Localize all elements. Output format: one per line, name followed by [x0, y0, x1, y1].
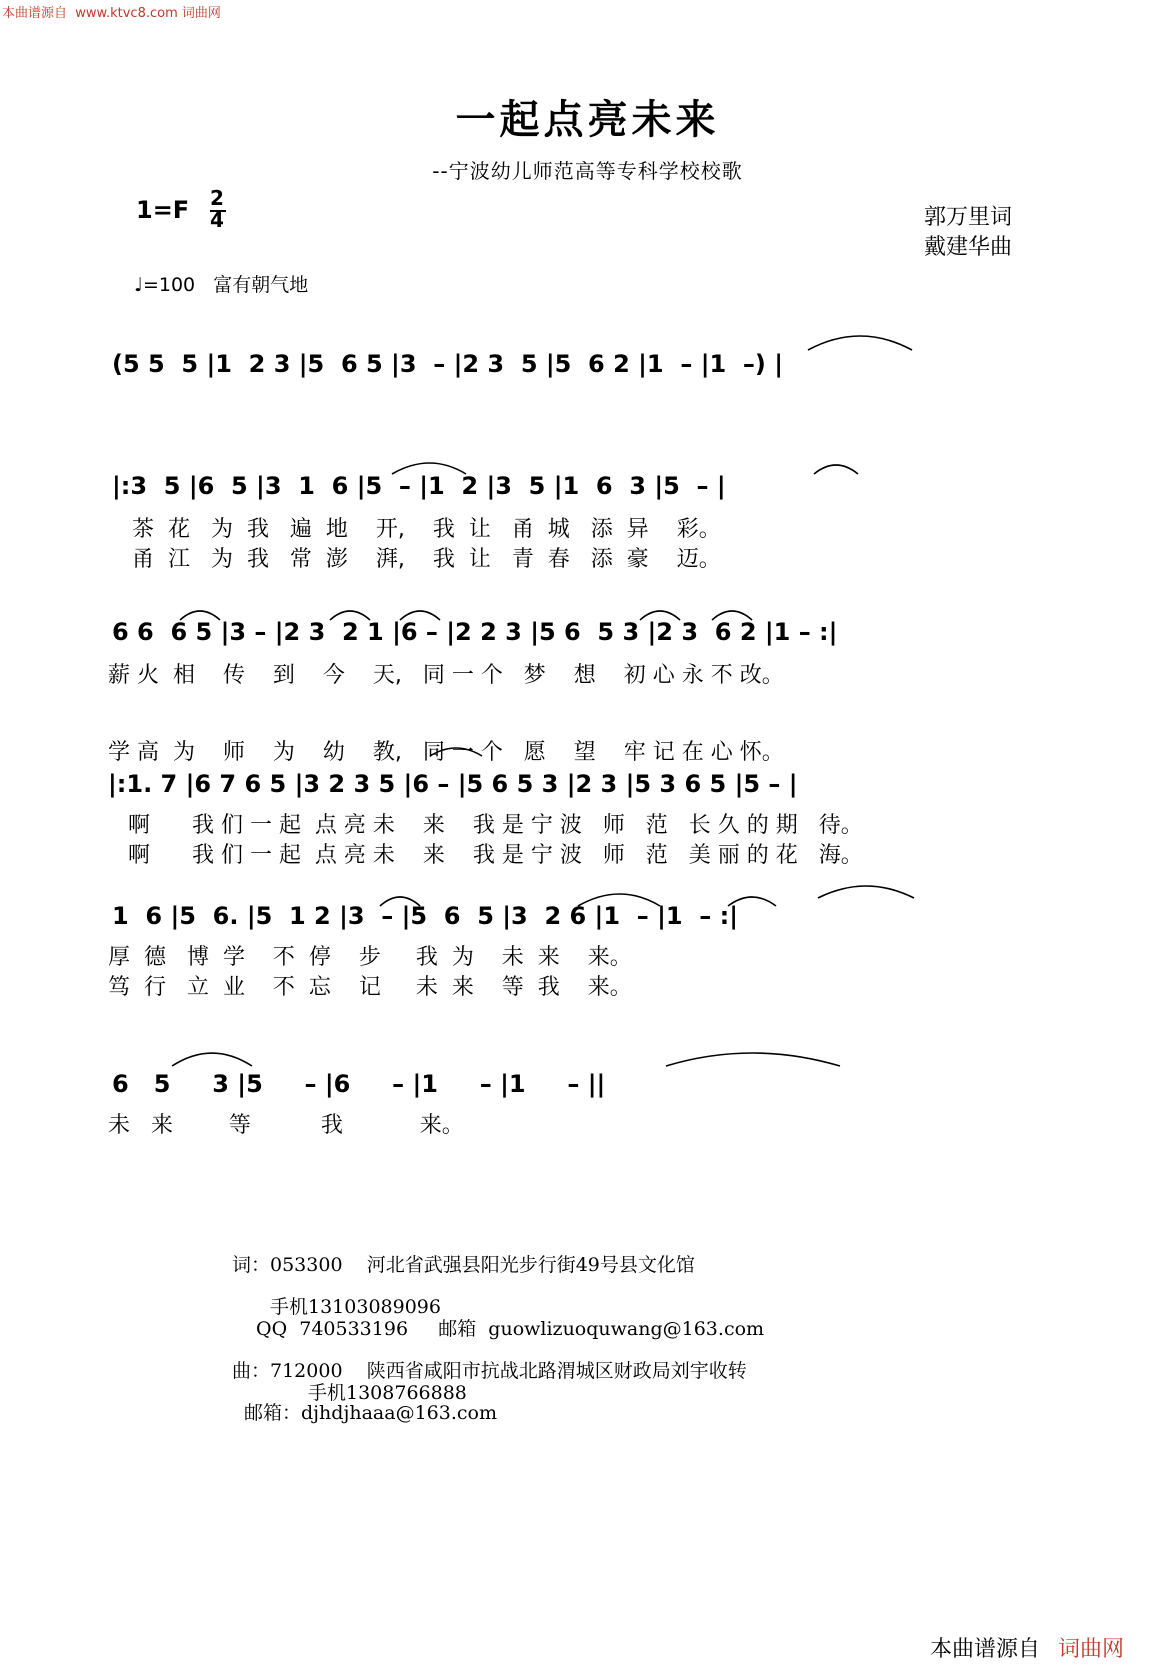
song-title: 一起点亮未来: [455, 97, 720, 143]
contact-composer-address: 曲：712000 陕西省咸阳市抗战北路渭城区财政局刘宇收转: [232, 1360, 747, 1382]
brand-source-label: 本曲谱源自: [930, 1637, 1041, 1662]
slur-chorus-2b: [578, 894, 660, 906]
song-subtitle: --宁波幼儿师范高等专科学校校歌: [432, 159, 743, 183]
tie-ending: [666, 1053, 840, 1066]
contact-lyricist-phone: 手机13103089096: [270, 1296, 441, 1318]
slur-verse-1b: [814, 465, 858, 474]
slur-verse-1a: [392, 463, 466, 474]
contact-lyricist-qq-email: QQ 740533196 邮箱 guowlizuoquwang@163.com: [256, 1318, 765, 1340]
lyric-ending: 未 来 等 我 来。: [108, 1113, 464, 1138]
slur-chorus-2a: [380, 897, 420, 906]
lyricist: 郭万里词: [924, 205, 1013, 230]
slur-chorus-2c: [728, 897, 776, 906]
slur-verse-2d: [640, 611, 680, 620]
score-line-intro: (5 5 5 |1 2 3 |5 6 5 |3 – |2 3 5 |5 6 2 |1 – |1 –) |: [112, 350, 783, 378]
lyric-chorus-2a: 厚 德 博 学 不 停 步 我 为 未 来 来。: [108, 945, 632, 970]
slur-verse-2b: [330, 611, 370, 620]
brand-site-name: 词曲网: [1058, 1637, 1125, 1662]
slur-verse-2e: [712, 611, 752, 620]
lyric-verse-2b: 学 高 为 师 为 幼 教, 同 一 个 愿 望 牢 记 在 心 怀。: [108, 740, 784, 765]
contact-lyricist-address: 词：053300 河北省武强县阳光步行街49号县文化馆: [232, 1254, 695, 1276]
lyric-verse-1b: 甬 江 为 我 常 澎 湃, 我 让 青 春 添 豪 迈。: [132, 547, 721, 572]
composer: 戴建华曲: [924, 235, 1013, 260]
tie-intro: [808, 336, 912, 350]
tempo-marking: ♩=100 富有朝气地: [134, 274, 309, 296]
slur-verse-2a: [180, 611, 220, 620]
score-line-verse-1: |:3 5 |6 5 |3 1 6 |5 – |1 2 |3 5 |1 6 3 |5 – |: [112, 472, 726, 500]
time-signature-top: 2: [210, 186, 224, 210]
contact-composer-email: 邮箱：djhdjhaaa@163.com: [244, 1402, 497, 1424]
score-line-ending: 6 5 3 |5 – |6 – |1 – |1 – ||: [112, 1070, 606, 1098]
lyric-verse-2: 薪 火 相 传 到 今 天, 同 一 个 梦 想 初 心 永 不 改。: [108, 663, 784, 688]
slur-lyric: [430, 748, 482, 756]
watermark-top: 本曲谱源自 www.ktvc8.com 词曲网: [2, 6, 221, 21]
lyric-chorus-1b: 啊 我 们 一 起 点 亮 未 来 我 是 宁 波 师 范 美 丽 的 花 海。: [128, 843, 863, 868]
score-line-chorus-2: 1 6 |5 6. |5 1 2 |3 – |5 6 5 |3 2 6 |1 – |1 – :|: [112, 902, 738, 930]
lyric-chorus-1a: 啊 我 们 一 起 点 亮 未 来 我 是 宁 波 师 范 长 久 的 期 待。: [128, 813, 863, 838]
lyric-chorus-2b: 笃 行 立 业 不 忘 记 未 来 等 我 来。: [108, 975, 632, 1000]
tie-chorus-2: [818, 886, 914, 898]
slur-ending-a: [172, 1053, 252, 1066]
key-signature: 1=F: [136, 196, 190, 224]
contact-composer-phone: 手机1308766888: [308, 1382, 467, 1404]
slur-verse-2c: [400, 611, 440, 620]
lyric-verse-1a: 茶 花 为 我 遍 地 开, 我 让 甬 城 添 异 彩。: [132, 517, 721, 542]
score-line-verse-2: 6 6 6 5 |3 – |2 3 2 1 |6 – |2 2 3 |5 6 5 3 |2 3 6 2 |1 – :|: [112, 618, 838, 646]
time-signature-bottom: 4: [210, 208, 224, 232]
score-line-chorus-1: |:1. 7 |6 7 6 5 |3 2 3 5 |6 – |5 6 5 3 |2 3 |5 3 6 5 |5 – |: [108, 770, 798, 798]
